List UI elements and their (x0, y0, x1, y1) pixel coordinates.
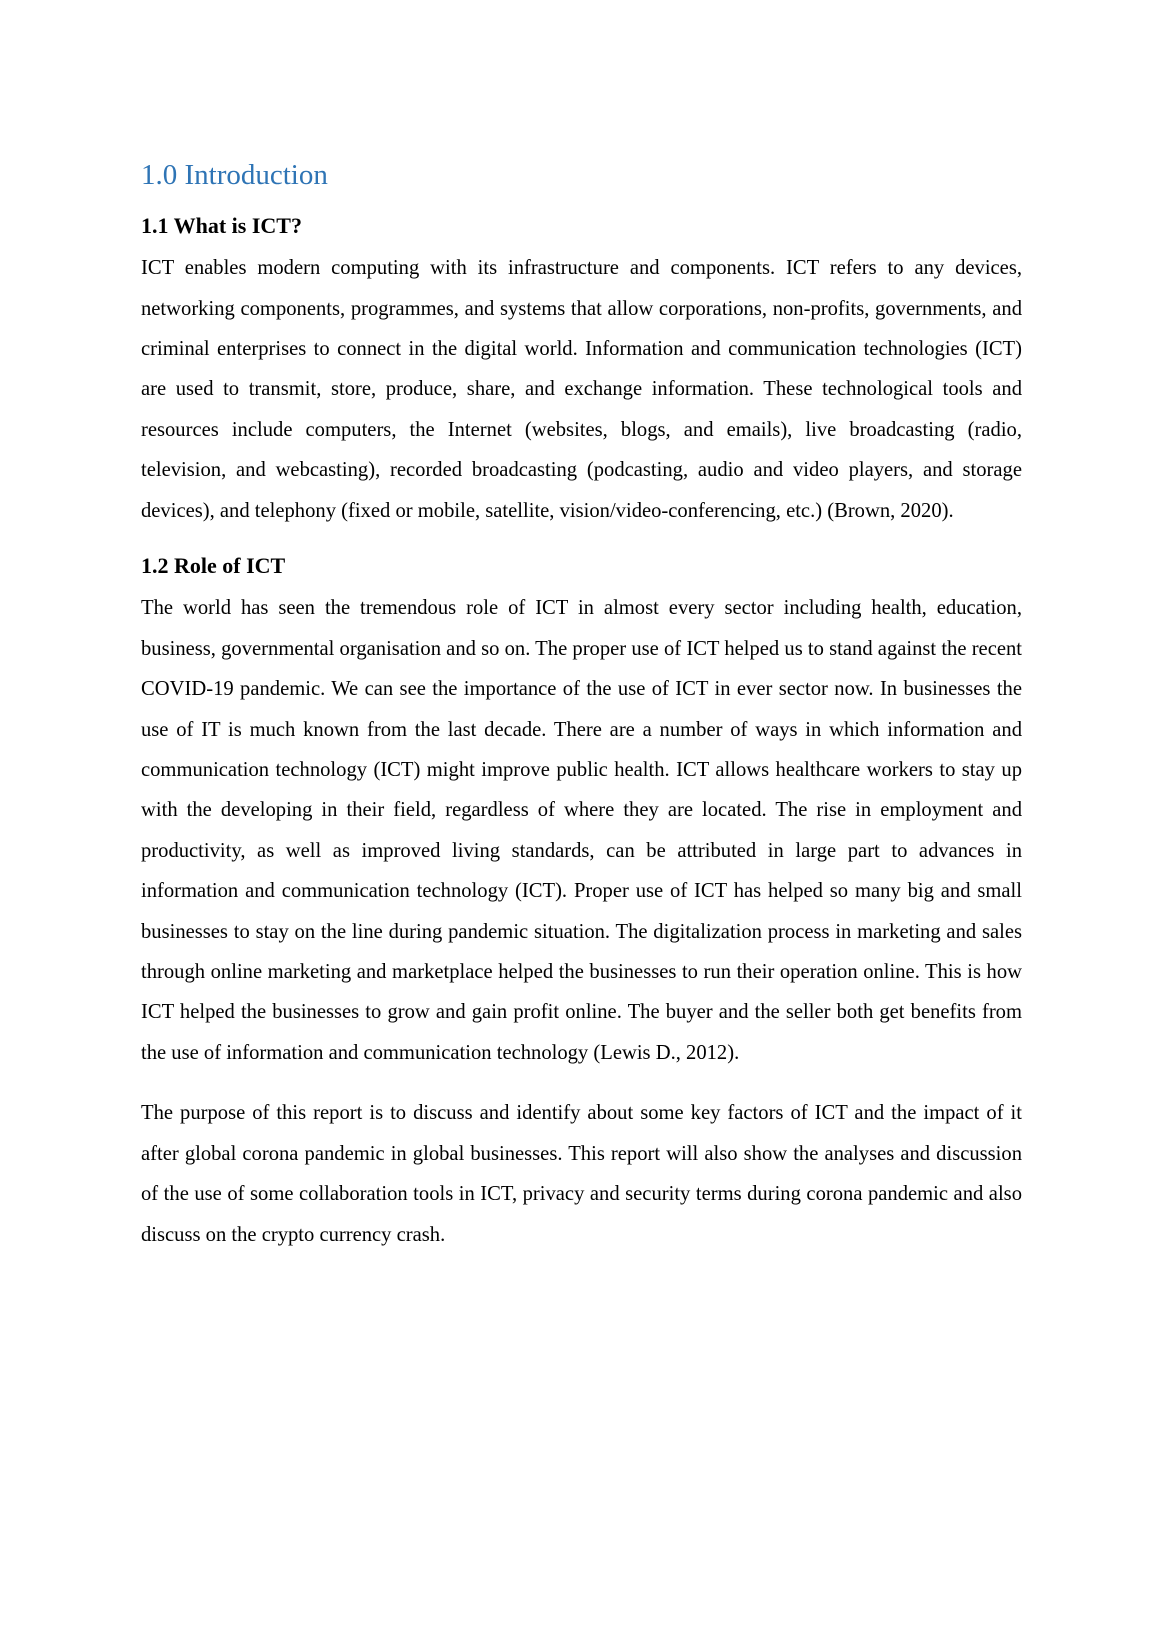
section-1-1-heading: 1.1 What is ICT? (141, 212, 302, 238)
section-1-2-heading: 1.2 Role of ICT (141, 553, 286, 579)
section-1-2-paragraph-1: The world has seen the tremendous role of ICT in almost every sector including health, education, business, governmental organisation and so on. The proper use of ICT helped us to stand against the recent COVID-19 pandemic. We can see the importance of the use of ICT in ever sector now. In businesses the use of IT is much known from the last decade. There are a number of ways in which information and communication technology (ICT) might improve public health. ICT allows healthcare workers to stay up with the developing in their field, regardless of where they are located. The rise in employment and productivity, as well as improved living standards, can be attributed in large part to advances in information and communication technology (ICT). Proper use of ICT has helped so many big and small businesses to stay on the line during pandemic situation. The digitalization process in marketing and sales through online marketing and marketplace helped the businesses to run their operation online. This is how ICT helped the businesses to grow and gain profit online. The buyer and the seller both get benefits from the use of information and communication technology (Lewis D., 2012). (141, 597, 1022, 1064)
section-1-2-paragraph-2: The purpose of this report is to discuss and identify about some key factors of ICT and the impact of it after global corona pandemic in global businesses. This report will also show the analyses and discussion of the use of some collaboration tools in ICT, privacy and security terms during corona pandemic and also discuss on the crypto currency crash. (141, 1102, 1022, 1246)
intro-heading: 1.0 Introduction (141, 159, 328, 191)
document-page (141, 158, 1022, 1255)
section-1-1-paragraph: ICT enables modern computing with its infrastructure and components. ICT refers to any devices, networking components, programmes, and systems that allow corporations, non-profits, governments, and criminal enterprises to connect in the digital world. Information and communication technologies (ICT) are used to transmit, store, produce, share, and exchange information. These technological tools and resources include computers, the Internet (websites, blogs, and emails), live broadcasting (radio, television, and webcasting), recorded broadcasting (podcasting, audio and video players, and storage devices), and telephony (fixed or mobile, satellite, vision/video-conferencing, etc.) (Brown, 2020). (141, 257, 1022, 522)
